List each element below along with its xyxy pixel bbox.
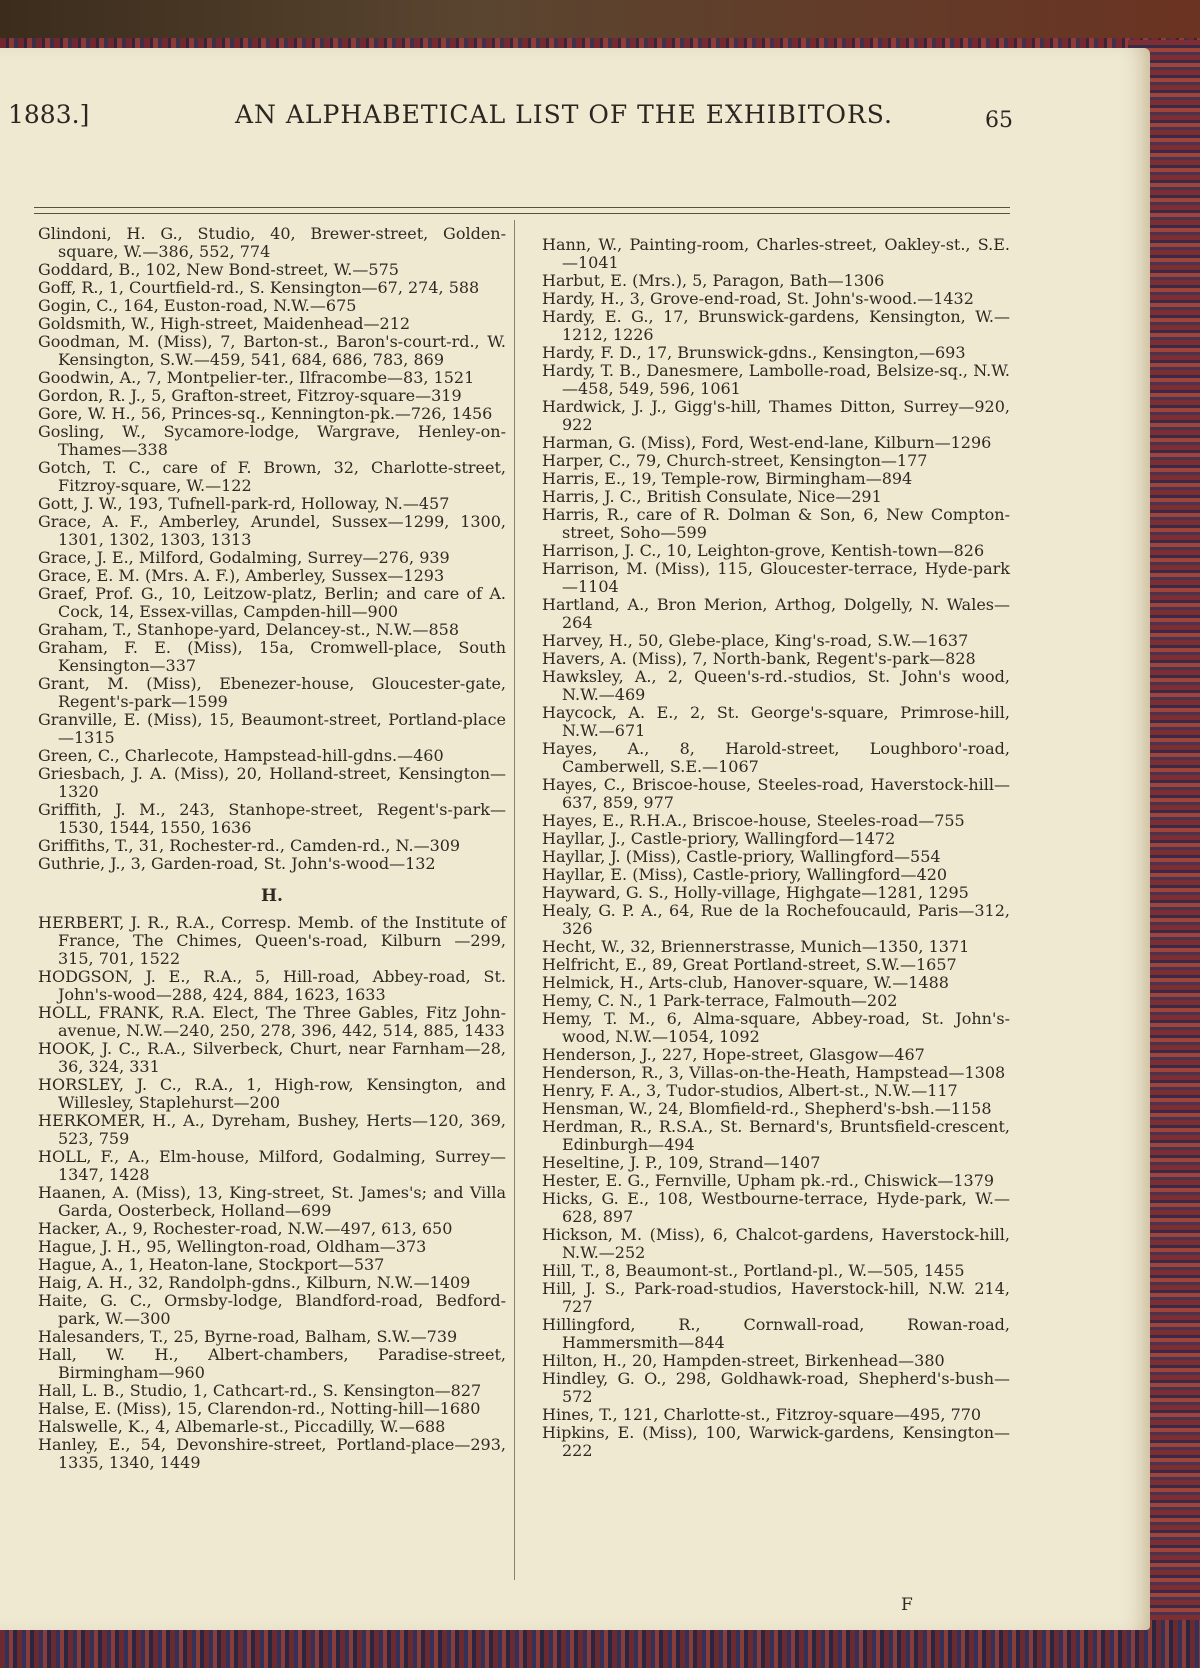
exhibitor-entry: Grace, J. E., Milford, Godalming, Surrey—276, 939 [38,548,450,567]
exhibitor-entry: HERBERT, J. R., R.A., Corresp. Memb. of the Institute of France, The Chimes, Queen's-road, Kilburn —299, 315, 701, 1522 [38,913,506,968]
exhibitor-entry: Henderson, R., 3, Villas-on-the-Heath, Hampstead—1308 [542,1063,1006,1082]
exhibitor-entry: HERKOMER, H., A., Dyreham, Bushey, Herts—120, 369, 523, 759 [38,1111,506,1148]
exhibitor-entry: Harrison, J. C., 10, Leighton-grove, Kentish-town—826 [542,541,985,560]
exhibitor-entry: Hines, T., 121, Charlotte-st., Fitzroy-square—495, 770 [542,1405,982,1424]
exhibitor-entry: Hayllar, J., Castle-priory, Wallingford—1472 [542,829,896,848]
exhibitor-entry: Havers, A. (Miss), 7, North-bank, Regent's-park—828 [542,649,976,668]
exhibitor-entry: Goodman, M. (Miss), 7, Barton-st., Baron's-court-rd., W. Kensington, S.W.—459, 541, 684, 686, 783, 869 [38,332,506,369]
exhibitor-entry: Hartland, A., Bron Merion, Arthog, Dolgelly, N. Wales—264 [542,595,1010,632]
exhibitor-entry: HOOK, J. C., R.A., Silverbeck, Churt, near Farnham—28, 36, 324, 331 [38,1039,506,1076]
exhibitor-entry: Goodwin, A., 7, Montpelier-ter., Ilfracombe—83, 1521 [38,368,475,387]
header-rule [34,213,1010,214]
exhibitor-entry: Hawksley, A., 2, Queen's-rd.-studios, St. John's wood, N.W.—469 [542,667,1010,704]
exhibitor-entry: Gotch, T. C., care of F. Brown, 32, Charlotte-street, Fitzroy-square, W.—122 [38,458,506,495]
exhibitor-entry: Hardy, T. B., Danesmere, Lambolle-road, Belsize-sq., N.W.—458, 549, 596, 1061 [542,361,1010,398]
exhibitor-entry: Hall, L. B., Studio, 1, Cathcart-rd., S. Kensington—827 [38,1381,482,1400]
exhibitor-entry: Haig, A. H., 32, Randolph-gdns., Kilburn, N.W.—1409 [38,1273,471,1292]
exhibitor-entry: Hardwick, J. J., Gigg's-hill, Thames Ditton, Surrey—920, 922 [542,397,1010,434]
exhibitor-entry: Hecht, W., 32, Briennerstrasse, Munich—1350, 1371 [542,937,970,956]
exhibitor-entry: Harris, E., 19, Temple-row, Birmingham—894 [542,469,913,488]
exhibitor-entry: Graef, Prof. G., 10, Leitzow-platz, Berlin; and care of A. Cock, 14, Essex-villas, Campden-hill—900 [38,584,506,621]
section-heading: H. [261,886,283,906]
signature-mark: F [901,1595,913,1615]
exhibitor-entry: Halse, E. (Miss), 15, Clarendon-rd., Notting-hill—1680 [38,1399,481,1418]
exhibitor-entry: Harman, G. (Miss), Ford, West-end-lane, Kilburn—1296 [542,433,992,452]
exhibitor-entry: Harbut, E. (Mrs.), 5, Paragon, Bath—1306 [542,271,885,290]
exhibitor-entry: Halswelle, K., 4, Albemarle-st., Piccadilly, W.—688 [38,1417,446,1436]
exhibitor-entry: Green, C., Charlecote, Hampstead-hill-gdns.—460 [38,746,444,765]
exhibitor-entry: Hickson, M. (Miss), 6, Chalcot-gardens, Haverstock-hill, N.W.—252 [542,1225,1010,1262]
exhibitor-entry: Hanley, E., 54, Devonshire-street, Portland-place—293, 1335, 1340, 1449 [38,1435,506,1472]
exhibitor-entry: Harvey, H., 50, Glebe-place, King's-road, S.W.—1637 [542,631,969,650]
entry-list-right [542,236,1010,1460]
exhibitor-entry: Hicks, G. E., 108, Westbourne-terrace, Hyde-park, W.—628, 897 [542,1189,1010,1226]
exhibitor-entry: Griesbach, J. A. (Miss), 20, Holland-street, Kensington—1320 [38,764,506,801]
exhibitor-entry: Halesanders, T., 25, Byrne-road, Balham, S.W.—739 [38,1327,458,1346]
exhibitor-entry: Gogin, C., 164, Euston-road, N.W.—675 [38,296,357,315]
entry-list-h [38,914,506,1472]
exhibitor-entry: Harris, R., care of R. Dolman & Son, 6, New Compton-street, Soho—599 [542,505,1010,542]
exhibitor-entry: Hardy, F. D., 17, Brunswick-gdns., Kensington,—693 [542,343,966,362]
exhibitor-entry: Gore, W. H., 56, Princes-sq., Kennington-pk.—726, 1456 [38,404,493,423]
exhibitor-entry: Hague, J. H., 95, Wellington-road, Oldham—373 [38,1237,427,1256]
exhibitor-entry: Hemy, T. M., 6, Alma-square, Abbey-road, St. John's-wood, N.W.—1054, 1092 [542,1009,1010,1046]
exhibitor-entry: Hemy, C. N., 1 Park-terrace, Falmouth—202 [542,991,898,1010]
exhibitor-entry: Glindoni, H. G., Studio, 40, Brewer-street, Golden-square, W.—386, 552, 774 [38,224,506,261]
exhibitor-entry: Harris, J. C., British Consulate, Nice—291 [542,487,882,506]
exhibitor-entry: Harrison, M. (Miss), 115, Gloucester-terrace, Hyde-park—1104 [542,559,1010,596]
exhibitor-entry: Hayes, A., 8, Harold-street, Loughboro'-road, Camberwell, S.E.—1067 [542,739,1010,776]
exhibitor-entry: Hensman, W., 24, Blomfield-rd., Shepherd's-bsh.—1158 [542,1099,992,1118]
exhibitor-entry: Gordon, R. J., 5, Grafton-street, Fitzroy-square—319 [38,386,462,405]
exhibitor-entry: Goddard, B., 102, New Bond-street, W.—575 [38,260,399,279]
exhibitor-entry: Hayward, G. S., Holly-village, Highgate—1281, 1295 [542,883,969,902]
exhibitor-entry: Hardy, E. G., 17, Brunswick-gardens, Kensington, W.—1212, 1226 [542,307,1010,344]
exhibitor-entry: Hardy, H., 3, Grove-end-road, St. John's-wood.—1432 [542,289,974,308]
exhibitor-entry: Helfricht, E., 89, Great Portland-street, S.W.—1657 [542,955,957,974]
exhibitor-entry: Griffith, J. M., 243, Stanhope-street, Regent's-park—1530, 1544, 1550, 1636 [38,800,506,837]
exhibitor-entry: Henderson, J., 227, Hope-street, Glasgow—467 [542,1045,925,1064]
exhibitor-entry: Hill, T., 8, Beaumont-st., Portland-pl., W.—505, 1455 [542,1261,965,1280]
exhibitor-entry: Grace, A. F., Amberley, Arundel, Sussex—1299, 1300, 1301, 1302, 1303, 1313 [38,512,506,549]
exhibitor-entry: Hayes, E., R.H.A., Briscoe-house, Steeles-road—755 [542,811,965,830]
exhibitor-entry: Haanen, A. (Miss), 13, King-street, St. James's; and Villa Garda, Oosterbeck, Holland—699 [38,1183,506,1220]
exhibitor-entry: HOLL, FRANK, R.A. Elect, The Three Gables, Fitz John-avenue, N.W.—240, 250, 278, 396, 442, 514, 885, 1433 [38,1003,506,1040]
exhibitor-entry: Granville, E. (Miss), 15, Beaumont-street, Portland-place—1315 [38,710,506,747]
page [0,48,1150,1630]
exhibitor-entry: Goff, R., 1, Courtfield-rd., S. Kensington—67, 274, 588 [38,278,480,297]
exhibitor-entry: Graham, F. E. (Miss), 15a, Cromwell-place, South Kensington—337 [38,638,506,675]
exhibitor-entry: Hall, W. H., Albert-chambers, Paradise-street, Birmingham—960 [38,1345,506,1382]
exhibitor-entry: Guthrie, J., 3, Garden-road, St. John's-wood—132 [38,854,436,873]
exhibitor-entry: Henry, F. A., 3, Tudor-studios, Albert-st., N.W.—117 [542,1081,958,1100]
exhibitor-entry: Heseltine, J. P., 109, Strand—1407 [542,1153,821,1172]
exhibitor-entry: Helmick, H., Arts-club, Hanover-square, W.—1488 [542,973,949,992]
exhibitor-entry: Goldsmith, W., High-street, Maidenhead—212 [38,314,411,333]
exhibitor-entry: Hillingford, R., Cornwall-road, Rowan-road, Hammersmith—844 [542,1315,1010,1352]
exhibitor-entry: Grace, E. M. (Mrs. A. F.), Amberley, Sussex—1293 [38,566,445,585]
exhibitor-entry: HORSLEY, J. C., R.A., 1, High-row, Kensington, and Willesley, Staplehurst—200 [38,1075,506,1112]
column-divider [514,220,515,1580]
running-head-title: AN ALPHABETICAL LIST OF THE EXHIBITORS. [235,100,893,129]
entry-list-g [38,225,506,873]
exhibitor-entry: HODGSON, J. E., R.A., 5, Hill-road, Abbey-road, St. John's-wood—288, 424, 884, 1623, 1633 [38,967,506,1004]
exhibitor-entry: Hayllar, E. (Miss), Castle-priory, Wallingford—420 [542,865,948,884]
exhibitor-entry: Hindley, G. O., 298, Goldhawk-road, Shepherd's-bush—572 [542,1369,1010,1406]
exhibitor-entry: Harper, C., 79, Church-street, Kensington—177 [542,451,928,470]
exhibitor-entry: Herdman, R., R.S.A., St. Bernard's, Bruntsfield-crescent, Edinburgh—494 [542,1117,1010,1154]
exhibitor-entry: Hester, E. G., Fernville, Upham pk.-rd., Chiswick—1379 [542,1171,995,1190]
exhibitor-entry: Hacker, A., 9, Rochester-road, N.W.—497, 613, 650 [38,1219,453,1238]
exhibitor-entry: Hill, J. S., Park-road-studios, Haverstock-hill, N.W. 214, 727 [542,1279,1010,1316]
right-column [542,236,1010,1460]
exhibitor-entry: Hipkins, E. (Miss), 100, Warwick-gardens, Kensington—222 [542,1423,1010,1460]
exhibitor-entry: Haite, G. C., Ormsby-lodge, Blandford-road, Bedford-park, W.—300 [38,1291,506,1328]
exhibitor-entry: Grant, M. (Miss), Ebenezer-house, Gloucester-gate, Regent's-park—1599 [38,674,506,711]
exhibitor-entry: HOLL, F., A., Elm-house, Milford, Godalming, Surrey—1347, 1428 [38,1147,506,1184]
exhibitor-entry: Haycock, A. E., 2, St. George's-square, Primrose-hill, N.W.—671 [542,703,1010,740]
exhibitor-entry: Hayes, C., Briscoe-house, Steeles-road, Haverstock-hill—637, 859, 977 [542,775,1010,812]
running-head-year: 1883.] [8,100,90,129]
exhibitor-entry: Healy, G. P. A., 64, Rue de la Rochefoucauld, Paris—312, 326 [542,901,1010,938]
exhibitor-entry: Gosling, W., Sycamore-lodge, Wargrave, Henley-on-Thames—338 [38,422,506,459]
header-rule [34,207,1010,208]
page-number: 65 [985,108,1013,133]
exhibitor-entry: Hilton, H., 20, Hampden-street, Birkenhead—380 [542,1351,945,1370]
exhibitor-entry: Hann, W., Painting-room, Charles-street, Oakley-st., S.E.—1041 [542,235,1010,272]
exhibitor-entry: Hague, A., 1, Heaton-lane, Stockport—537 [38,1255,385,1274]
exhibitor-entry: Graham, T., Stanhope-yard, Delancey-st., N.W.—858 [38,620,460,639]
left-column [38,225,506,1472]
exhibitor-entry: Hayllar, J. (Miss), Castle-priory, Wallingford—554 [542,847,941,866]
exhibitor-entry: Griffiths, T., 31, Rochester-rd., Camden-rd., N.—309 [38,836,461,855]
exhibitor-entry: Gott, J. W., 193, Tufnell-park-rd, Holloway, N.—457 [38,494,450,513]
